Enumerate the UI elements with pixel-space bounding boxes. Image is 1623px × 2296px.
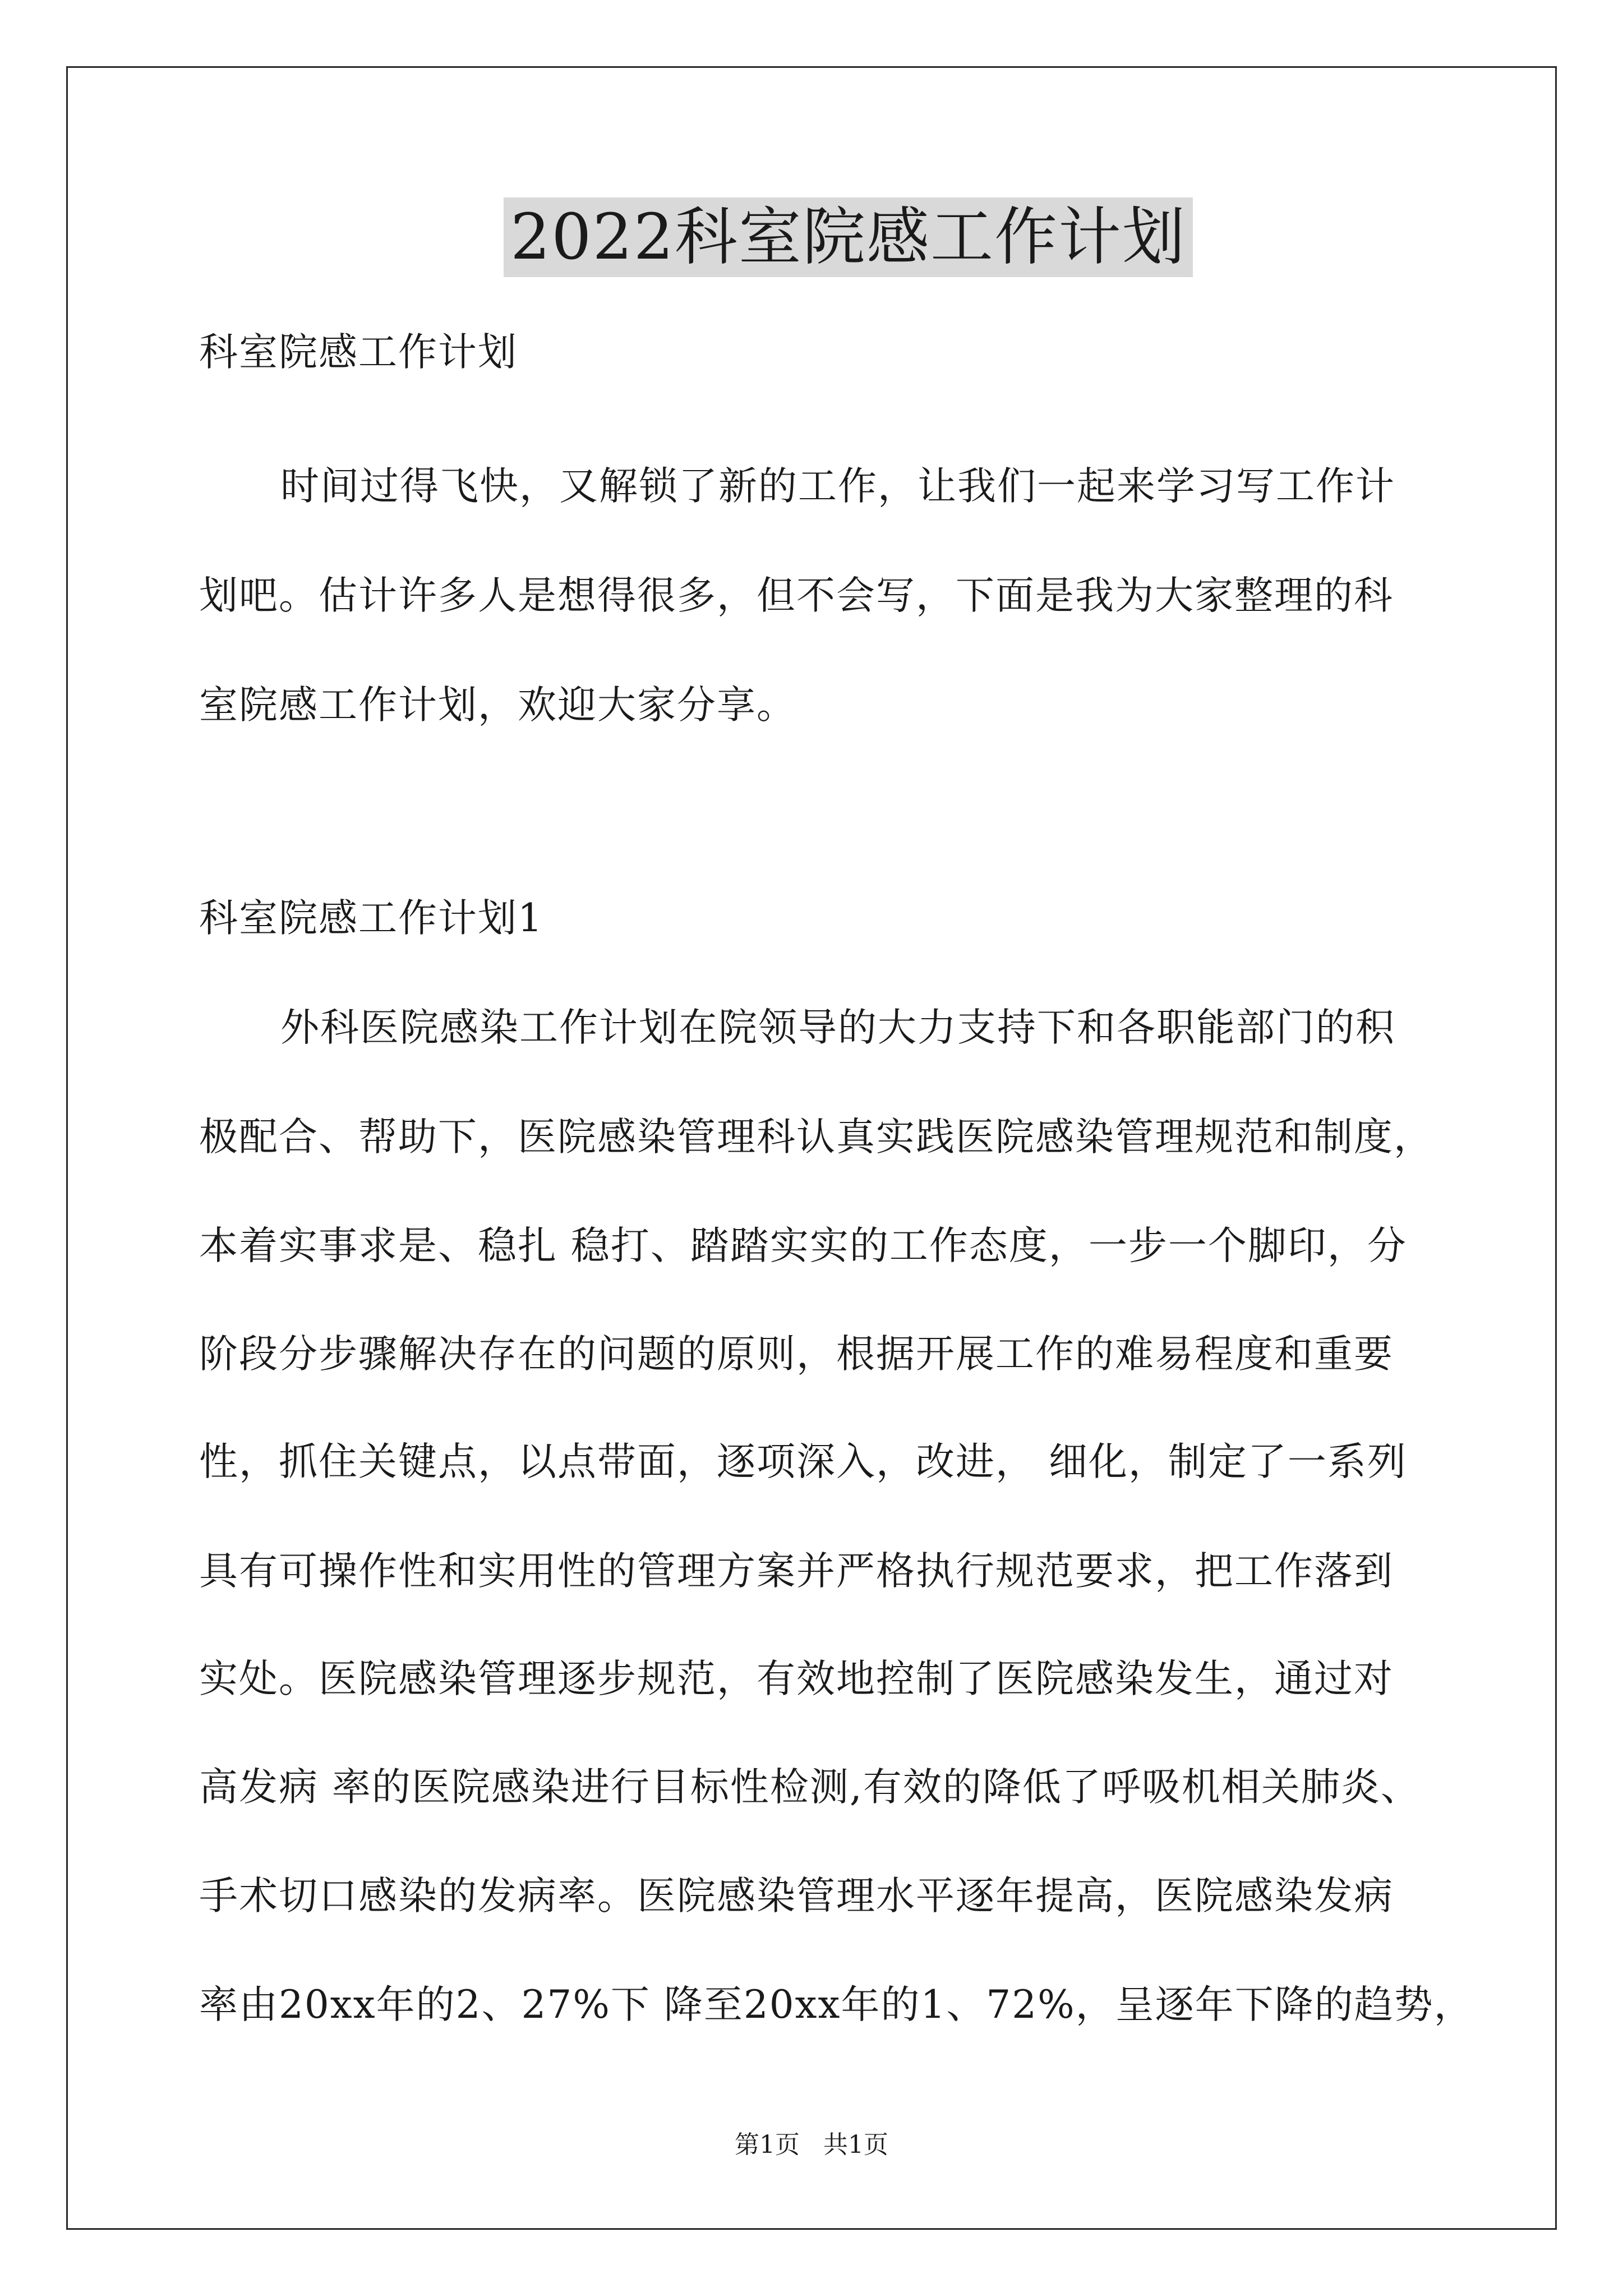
body-line: 实处。医院感染管理逐步规范，有效地控制了医院感染发生，通过对 bbox=[199, 1657, 1394, 1701]
body-line: 性，抓住关键点，以点带面，逐项深入，改进， 细化，制定了一系列 bbox=[199, 1439, 1407, 1484]
body-line: 手术切口感染的发病率。医院感染管理水平逐年提高，医院感染发病 bbox=[199, 1874, 1394, 1918]
body-line: 阶段分步骤解决存在的问题的原则，根据开展工作的难易程度和重要 bbox=[199, 1332, 1394, 1377]
body-line: 外科医院感染工作计划在院领导的大力支持下和各职能部门的积 bbox=[280, 1005, 1395, 1050]
page-footer: 第1页 共1页 bbox=[735, 2131, 888, 2159]
section-heading: 科室院感工作计划 bbox=[199, 330, 518, 375]
intro-line: 时间过得飞快，又解锁了新的工作，让我们一起来学习写工作计 bbox=[280, 464, 1395, 509]
body-line: 本着实事求是、稳扎 稳打、踏踏实实的工作态度，一步一个脚印，分 bbox=[199, 1223, 1407, 1268]
intro-line: 划吧。估计许多人是想得很多，但不会写，下面是我为大家整理的科 bbox=[199, 573, 1394, 618]
body-line: 具有可操作性和实用性的管理方案并严格执行规范要求，把工作落到 bbox=[199, 1549, 1394, 1594]
body-line: 高发病 率的医院感染进行目标性检测,有效的降低了呼吸机相关肺炎、 bbox=[199, 1765, 1421, 1810]
section-heading: 科室院感工作计划1 bbox=[199, 896, 543, 941]
body-line: 极配合、帮助下，医院感染管理科认真实践医院感染管理规范和制度， bbox=[199, 1115, 1433, 1159]
document-title: 2022科室院感工作计划 bbox=[504, 197, 1193, 277]
body-line: 率由20xx年的2、27%下 降至20xx年的1、72%，呈逐年下降的趋势， bbox=[199, 1982, 1474, 2027]
intro-line: 室院感工作计划，欢迎大家分享。 bbox=[199, 683, 796, 728]
